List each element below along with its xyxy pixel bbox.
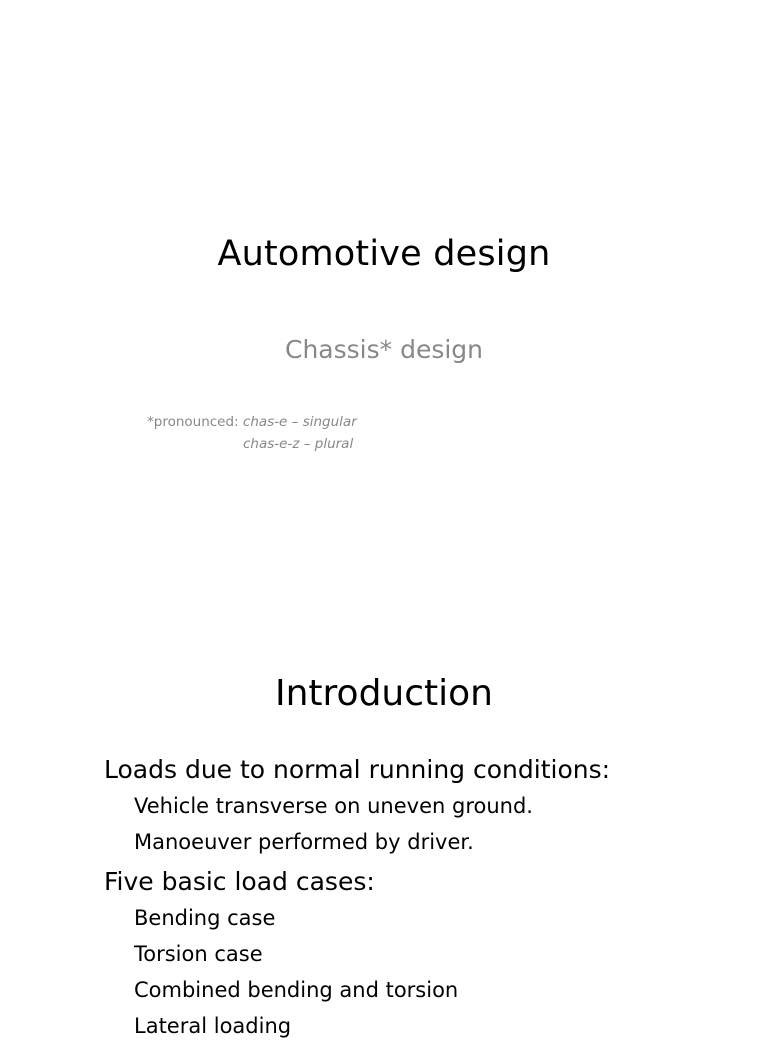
slide-introduction-heading: Introduction: [274, 673, 493, 714]
footnote-singular: chas-e – singular: [242, 414, 357, 430]
footnote-prefix: *pronounced:: [147, 414, 243, 430]
bullet-item: Vehicle transverse on uneven ground.: [134, 794, 533, 818]
bullet-item: Lateral loading: [134, 1014, 292, 1038]
slide-introduction: [0, 560, 768, 1038]
bullet-item: Torsion case: [134, 942, 263, 966]
bullet-heading: Loads due to normal running conditions:: [104, 755, 611, 784]
bullet-list: [104, 752, 610, 1044]
bullet-item: Combined bending and torsion: [134, 978, 459, 1002]
slide-subtitle: Chassis* design: [284, 335, 484, 364]
footnote-plural: chas-e-z – plural: [243, 436, 354, 452]
bullet-item: Bending case: [134, 906, 276, 930]
bullet-item: Manoeuver performed by driver.: [134, 830, 474, 854]
pronunciation-footnote: [147, 411, 357, 455]
footnote-line-plural: [147, 433, 357, 455]
bullet-heading: Five basic load cases:: [104, 867, 375, 896]
slide-title-heading: Automotive design: [217, 234, 551, 274]
footnote-line-singular: [147, 411, 357, 433]
